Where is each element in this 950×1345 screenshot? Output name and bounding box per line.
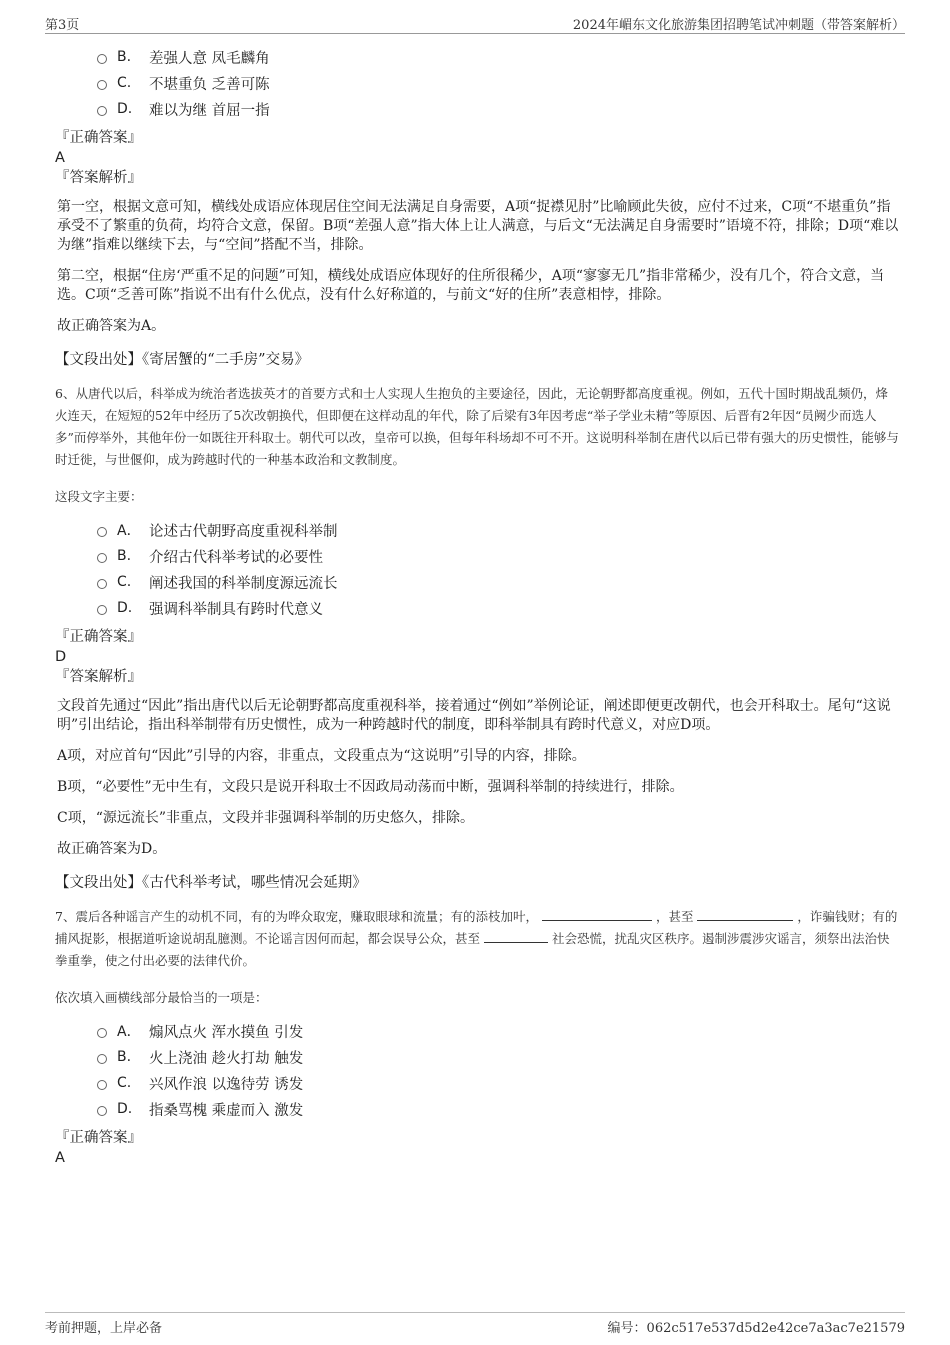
text-source: 【文段出处】《寄居蟹的“二手房”交易》: [55, 352, 310, 368]
question-text-part: ，诈骗钱财；有的捕风捉影，根据道听途说胡乱臆测。不论谣言因何而起，都会误导公众，甚至: [55, 909, 898, 946]
option-b[interactable]: [97, 44, 900, 70]
option-letter: C.: [117, 1075, 132, 1091]
option-letter: B.: [117, 1049, 132, 1065]
page-header: [45, 12, 905, 34]
page-number: 第3页: [45, 18, 80, 33]
correct-answer: D: [55, 649, 67, 665]
correct-answer: A: [55, 150, 65, 166]
option-text: 指桑骂槐 乘虚而入 激发: [149, 1102, 304, 1119]
analysis-paragraph: 故正确答案为A。: [57, 318, 166, 334]
radio-icon[interactable]: [97, 553, 107, 563]
radio-icon[interactable]: [97, 106, 107, 116]
radio-icon[interactable]: [97, 80, 107, 90]
option-text: 火上浇油 趁火打劫 触发: [149, 1050, 304, 1067]
analysis-text: [55, 198, 900, 336]
option-text: 不堪重负 乏善可陈: [149, 76, 270, 93]
question-6-text: 6、从唐代以后，科举成为统治者选拔英才的首要方式和士人实现人生抱负的主要途径，因此，无论朝野都高度重视。例如，五代十国时期战乱频仍，烽火连天，在短短的52年中经历了5次改朝换代，但即便在这样动乱的年代，除了后梁有3年因考虑“举子学业未精”等原因、后晋有2年因“员阙少而选人多”而停举外，其他年份一如既往开科取士。朝代可以改，皇帝可以换，但每年科场却不可不开。这说明科举制在唐代以后已带有强大的历史惯性，能够与时迁徙，与世偃仰，成为跨越时代的一种基本政治和文教制度。: [55, 386, 899, 467]
option-text: 难以为继 首屈一指: [149, 102, 270, 119]
option-text: 兴风作浪 以逸待劳 诱发: [149, 1076, 304, 1093]
analysis-paragraph: 文段首先通过“因此”指出唐代以后无论朝野都高度重视科举，接着通过“例如”举例论证，阐述即便更改朝代，也会开科取士。尾句“这说明”引出结论，指出科举制带有历史惯性，成为一种跨越时代的制度，即科举制具有跨时代意义，对应D项。: [57, 698, 891, 733]
analysis-text: [55, 697, 900, 859]
fill-blank-3: [484, 930, 548, 943]
radio-icon[interactable]: [97, 579, 107, 589]
option-text: 强调科举制具有跨时代意义: [149, 601, 323, 618]
footer-slogan: 考前押题，上岸必备: [45, 1321, 163, 1336]
question-prompt: 这段文字主要：: [55, 489, 143, 504]
options-group: [55, 517, 900, 621]
option-text: 煽风点火 浑水摸鱼 引发: [149, 1024, 304, 1041]
analysis-paragraph: 故正确答案为D。: [57, 841, 167, 857]
analysis-paragraph: 第一空，根据文意可知，横线处成语应体现居住空间无法满足自身需要，A项“捉襟见肘”比喻顾此失彼，应付不过来，C项“不堪重负”指承受不了繁重的负荷，均符合文意，保留。B项“差强人意”指大体上让人满意，与后文“无法满足自身需要时”语境不符，排除；D项“难以为继”指难以继续下去，与“空间”搭配不当，排除。: [57, 199, 899, 253]
option-letter: C.: [117, 574, 132, 590]
radio-icon[interactable]: [97, 1028, 107, 1038]
option-d[interactable]: [97, 96, 900, 122]
option-d[interactable]: [97, 595, 900, 621]
document-title: 2024年嵋东文化旅游集团招聘笔试冲刺题（带答案解析）: [572, 18, 905, 33]
correct-answer: A: [55, 1150, 65, 1166]
option-b[interactable]: [97, 543, 900, 569]
analysis-paragraph: A项，对应首句“因此”引导的内容，非重点，文段重点为“这说明”引导的内容，排除。: [57, 748, 586, 764]
option-a[interactable]: [97, 517, 900, 543]
option-d[interactable]: [97, 1096, 900, 1122]
option-c[interactable]: [97, 70, 900, 96]
option-letter: A．: [117, 1024, 141, 1040]
answer-label: 『正确答案』: [55, 629, 142, 645]
fill-blank-2: [697, 908, 793, 921]
question-text-part: 7、震后各种谣言产生的动机不同，有的为哗众取宠，赚取眼球和流量；有的添枝加叶，: [55, 909, 538, 924]
analysis-label: 『答案解析』: [55, 669, 142, 685]
page-footer: [45, 1312, 905, 1338]
analysis-label: 『答案解析』: [55, 170, 142, 186]
option-letter: B.: [117, 548, 132, 564]
page-content: [55, 44, 900, 1168]
radio-icon[interactable]: [97, 527, 107, 537]
question-text-part: 社会恐慌，扰乱灾区秩序。遏制涉震涉灾谣言，须祭出法治快拳重拳，使之付出必要的法律代价。: [55, 931, 890, 968]
radio-icon[interactable]: [97, 605, 107, 615]
option-letter: B.: [117, 49, 132, 65]
option-text: 介绍古代科举考试的必要性: [149, 549, 323, 566]
option-text: 差强人意 凤毛麟角: [149, 50, 270, 67]
option-text: 阐述我国的科举制度源远流长: [149, 575, 338, 592]
radio-icon[interactable]: [97, 1080, 107, 1090]
option-letter: D.: [117, 1101, 133, 1117]
radio-icon[interactable]: [97, 54, 107, 64]
options-group: [55, 1018, 900, 1122]
document-id: 编号：062c517e537d5d2e42ce7a3ac7e21579: [607, 1321, 905, 1336]
option-letter: D.: [117, 101, 133, 117]
option-letter: A．: [117, 523, 141, 539]
question-prompt: 依次填入画横线部分最恰当的一项是：: [55, 990, 268, 1005]
answer-label: 『正确答案』: [55, 130, 142, 146]
fill-blank-1: [542, 908, 652, 921]
text-source: 【文段出处】《古代科举考试，哪些情况会延期》: [55, 875, 367, 891]
radio-icon[interactable]: [97, 1054, 107, 1064]
option-letter: D.: [117, 600, 133, 616]
option-a[interactable]: [97, 1018, 900, 1044]
answer-label: 『正确答案』: [55, 1130, 142, 1146]
option-text: 论述古代朝野高度重视科举制: [149, 523, 338, 540]
option-c[interactable]: [97, 1070, 900, 1096]
radio-icon[interactable]: [97, 1106, 107, 1116]
options-group: [55, 44, 900, 122]
analysis-paragraph: 第二空，根据“住房‘严重不足的问题”可知，横线处成语应体现好的住所很稀少，A项“寥寥无几”指非常稀少，没有几个，符合文意，当选。C项“乏善可陈”指说不出有什么优点，没有什么好称道的，与前文“好的住所”表意相悖，排除。: [57, 268, 885, 303]
option-letter: C.: [117, 75, 132, 91]
question-7-text: [55, 906, 900, 972]
analysis-paragraph: C项，“源远流长”非重点，文段并非强调科举制的历史悠久，排除。: [57, 810, 475, 826]
option-c[interactable]: [97, 569, 900, 595]
question-text-part: ，甚至: [655, 909, 694, 924]
option-b[interactable]: [97, 1044, 900, 1070]
analysis-paragraph: B项，“必要性”无中生有，文段只是说开科取士不因政局动荡而中断，强调科举制的持续进行，排除。: [57, 779, 684, 795]
